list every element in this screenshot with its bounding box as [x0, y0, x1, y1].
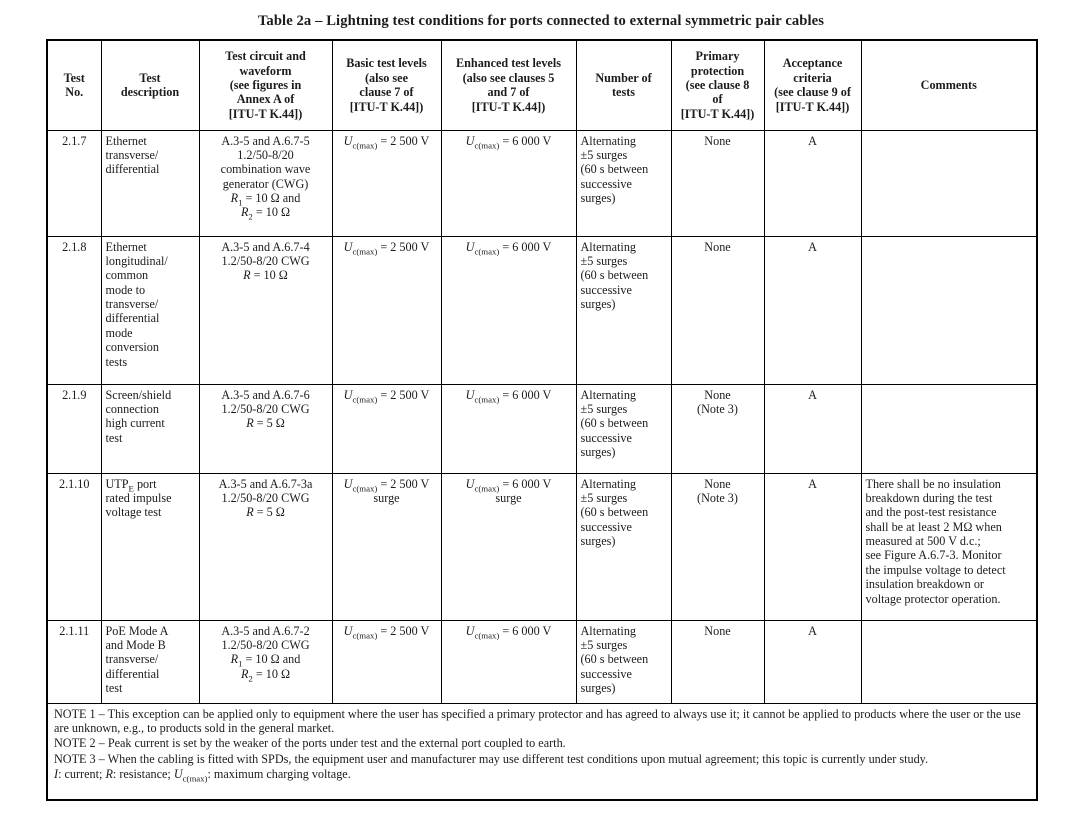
note-line: I: current; R: resistance; $U_{c(max)}$: maximum charging voltage.	[54, 767, 351, 784]
cell-enhanced-level: $U_{c(max)} = 6$ 000 V	[441, 236, 576, 384]
cell-test-description: $UTP_E$ port rated impulse voltage test	[101, 473, 199, 620]
cell-test-circuit: A.3-5 and A.6.7-4 1.2/50-8/20 CWG R = 10 Ω	[199, 236, 332, 384]
cell-test-no: 2.1.11	[47, 620, 101, 703]
cell-test-no: 2.1.7	[47, 130, 101, 236]
cell-number-of-tests: Alternating ±5 surges (60 s between successive surges)	[576, 384, 671, 473]
cell-test-no: 2.1.9	[47, 384, 101, 473]
cell-test-circuit: A.3-5 and A.6.7-3a 1.2/50-8/20 CWG R = 5 Ω	[199, 473, 332, 620]
note-line: NOTE 2 – Peak current is set by the weaker of the ports under test and the external port coupled to earth.	[54, 736, 566, 751]
cell-number-of-tests: Alternating ±5 surges (60 s between successive surges)	[576, 620, 671, 703]
table-row	[47, 473, 1037, 620]
cell-test-no: 2.1.10	[47, 473, 101, 620]
cell-acceptance-criteria: A	[764, 236, 861, 384]
cell-test-circuit: A.3-5 and A.6.7-6 1.2/50-8/20 CWG R = 5 Ω	[199, 384, 332, 473]
cell-acceptance-criteria: A	[764, 384, 861, 473]
table-row	[47, 236, 1037, 384]
cell-test-no: 2.1.8	[47, 236, 101, 384]
cell-basic-level: $U_{c(max)} = 2$ 500 V	[332, 130, 441, 236]
cell-number-of-tests: Alternating ±5 surges (60 s between successive surges)	[576, 236, 671, 384]
cell-comments	[861, 130, 1037, 236]
column-header-basic-levels: Basic test levels (also see clause 7 of [ITU-T K.44])	[332, 40, 441, 130]
cell-primary-protection: None	[671, 620, 764, 703]
cell-enhanced-level: $U_{c(max)} = 6$ 000 V	[441, 620, 576, 703]
cell-primary-protection: None (Note 3)	[671, 384, 764, 473]
cell-test-description: Screen/shield connection high current test	[101, 384, 199, 473]
column-header-enhanced-levels: Enhanced test levels (also see clauses 5 and 7 of [ITU-T K.44])	[441, 40, 576, 130]
cell-primary-protection: None	[671, 130, 764, 236]
cell-test-circuit: A.3-5 and A.6.7-5 1.2/50-8/20 combination wave generator (CWG) $R_1 = 10$ Ω and $R_2 = 10$ Ω	[199, 130, 332, 236]
cell-basic-level: $U_{c(max)} = 2$ 500 V	[332, 236, 441, 384]
note-line: NOTE 1 – This exception can be applied only to equipment where the user has specified a primary protector and has agreed to always use it; it cannot be applied to products where the user or the use are unknown, e.g., to products sold in the general market.	[54, 706, 1021, 735]
cell-enhanced-level: $U_{c(max)} = 6$ 000 V	[441, 384, 576, 473]
column-header-test-no: Test No.	[47, 40, 101, 130]
cell-number-of-tests: Alternating ±5 surges (60 s between successive surges)	[576, 130, 671, 236]
cell-test-description: Ethernet longitudinal/ common mode to transverse/ differential mode conversion tests	[101, 236, 199, 384]
column-header-number-of-tests: Number of tests	[576, 40, 671, 130]
cell-acceptance-criteria: A	[764, 130, 861, 236]
table-row	[47, 130, 1037, 236]
cell-comments	[861, 236, 1037, 384]
cell-test-description: PoE Mode A and Mode B transverse/ differential test	[101, 620, 199, 703]
cell-acceptance-criteria: A	[764, 473, 861, 620]
cell-primary-protection: None	[671, 236, 764, 384]
cell-primary-protection: None (Note 3)	[671, 473, 764, 620]
column-header-test-description: Test description	[101, 40, 199, 130]
cell-test-circuit: A.3-5 and A.6.7-2 1.2/50-8/20 CWG $R_1 = 10$ Ω and $R_2 = 10$ Ω	[199, 620, 332, 703]
cell-basic-level: $U_{c(max)} = 2$ 500 V surge	[332, 473, 441, 620]
cell-number-of-tests: Alternating ±5 surges (60 s between successive surges)	[576, 473, 671, 620]
cell-comments	[861, 620, 1037, 703]
cell-basic-level: $U_{c(max)} = 2$ 500 V	[332, 384, 441, 473]
table-title: Table 2a – Lightning test conditions for ports connected to external symmetric pair cables	[257, 13, 825, 29]
column-header-comments: Comments	[861, 40, 1037, 130]
cell-enhanced-level: $U_{c(max)} = 6$ 000 V	[441, 130, 576, 236]
column-header-primary-protection: Primary protection (see clause 8 of [ITU-T K.44])	[671, 40, 764, 130]
table-row	[47, 384, 1037, 473]
cell-comments: There shall be no insulation breakdown during the test and the post-test resistance shall be at least 2 MΩ when measured at 500 V d.c.; see Figure A.6.7-3. Monitor the impulse voltage to detect insulation breakdown or voltage protector operation.	[861, 473, 1037, 620]
cell-comments	[861, 384, 1037, 473]
header-row	[47, 40, 1037, 130]
column-header-test-circuit: Test circuit and waveform (see figures in Annex A of [ITU-T K.44])	[199, 40, 332, 130]
note-line: NOTE 3 – When the cabling is fitted with SPDs, the equipment user and manufacturer may use different test conditions upon mutual agreement; this topic is currently under study.	[54, 751, 929, 766]
cell-enhanced-level: $U_{c(max)} = 6$ 000 V surge	[441, 473, 576, 620]
cell-test-description: Ethernet transverse/ differential	[101, 130, 199, 236]
column-header-acceptance-criteria: Acceptance criteria (see clause 9 of [ITU-T K.44])	[764, 40, 861, 130]
document-content	[46, 0, 1036, 801]
cell-acceptance-criteria: A	[764, 620, 861, 703]
table-notes	[47, 703, 1037, 800]
lightning-test-table	[46, 39, 1038, 801]
table-row	[47, 620, 1037, 703]
cell-basic-level: $U_{c(max)} = 2$ 500 V	[332, 620, 441, 703]
notes-row	[47, 703, 1037, 800]
